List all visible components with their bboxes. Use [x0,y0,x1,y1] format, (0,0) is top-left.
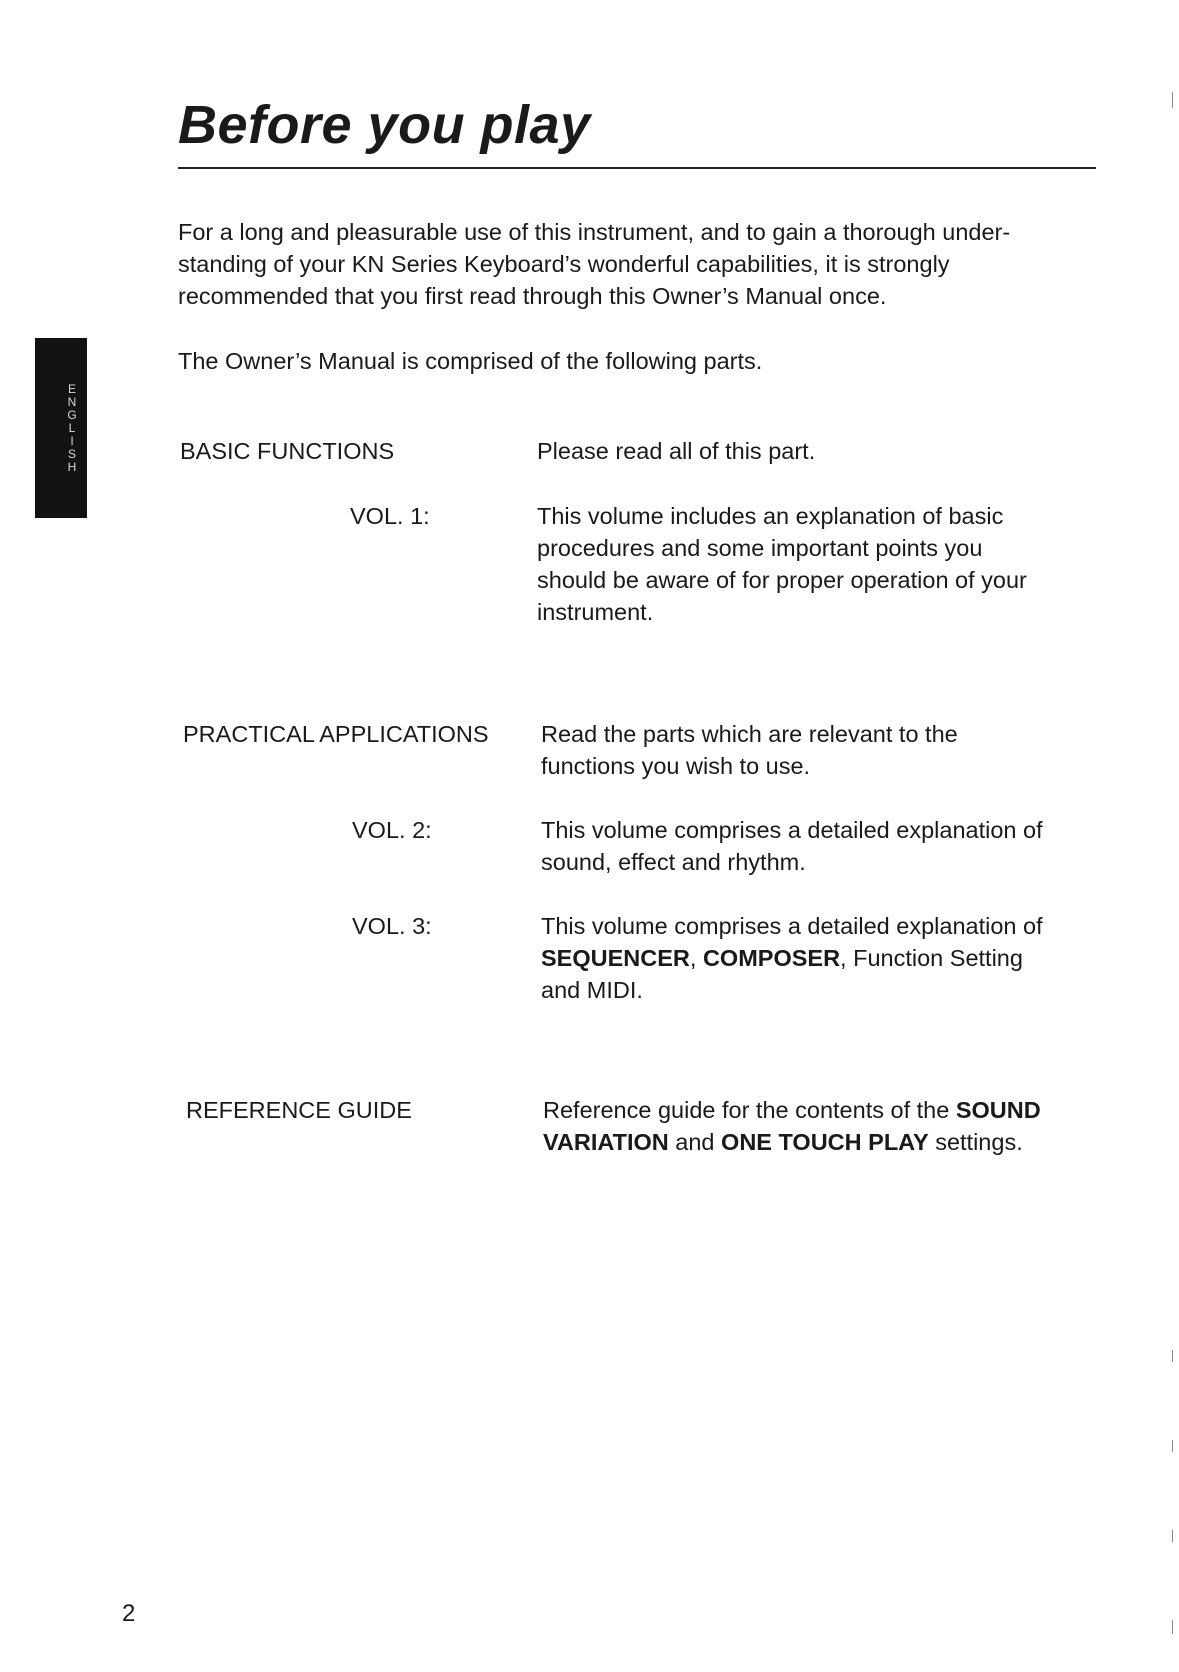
language-tab [35,338,87,518]
tab-letter: G [67,407,77,422]
reference-guide-desc [543,1094,1123,1158]
one-touch-play-term: ONE TOUCH PLAY [721,1129,929,1155]
vol1-label: VOL. 1: [350,503,430,529]
scan-mark [1172,1440,1173,1452]
vol1-line: This volume includes an explanation of basic [537,503,1004,529]
page-number: 2 [122,1600,136,1627]
reference-line [543,1126,1123,1158]
vol3-separator: , [689,945,703,971]
tab-letter: E [67,381,76,396]
scan-mark [1172,92,1173,108]
sound-term: SOUND [955,1097,1041,1123]
intro-line: For a long and pleasurable use of this instrument, and to gain a thorough under- [178,219,1011,245]
vol3-text: , Function Setting [840,945,1023,971]
practical-line: Read the parts which are relevant to the [541,721,958,747]
vol2-label: VOL. 2: [352,817,432,843]
vol3-desc [541,910,1101,1006]
tab-letter: H [67,459,77,474]
vol2-desc [541,814,1101,878]
vol3-label: VOL. 3: [352,913,432,939]
parts-intro: The Owner’s Manual is comprised of the following parts. [178,348,763,374]
reference-guide-label: REFERENCE GUIDE [186,1097,412,1123]
basic-functions-desc: Please read all of this part. [537,438,816,464]
vol2-line: This volume comprises a detailed explanation of [541,817,1043,843]
composer-term: COMPOSER [702,945,841,971]
scan-mark [1172,1530,1173,1542]
tab-letter: I [70,433,74,448]
vol3-line: and MIDI. [541,977,643,1003]
vol1-line: should be aware of for proper operation of your [537,567,1027,593]
vol1-desc [537,500,1097,628]
practical-applications-desc [541,718,1101,782]
vol1-line: procedures and some important points you [537,535,983,561]
basic-functions-label: BASIC FUNCTIONS [180,438,395,464]
tab-letter: N [67,394,77,409]
reference-text: and [668,1129,722,1155]
reference-line [543,1094,1123,1126]
variation-term: VARIATION [543,1129,669,1155]
page-title: Before you play [178,95,591,155]
intro-paragraph [178,216,1108,312]
reference-text: settings. [928,1129,1023,1155]
vol2-line: sound, effect and rhythm. [541,849,806,875]
reference-text: Reference guide for the contents of the [543,1097,956,1123]
vol3-line [541,942,1101,974]
intro-line: recommended that you first read through this Owner’s Manual once. [178,283,887,309]
intro-line: standing of your KN Series Keyboard’s wonderful capabilities, it is strongly [178,251,950,277]
scan-mark [1172,1350,1173,1362]
vol1-line: instrument. [537,599,654,625]
scan-mark [1172,1620,1173,1634]
tab-letter: S [67,446,76,461]
title-rule [178,167,1096,169]
practical-line: functions you wish to use. [541,753,811,779]
vol3-line: This volume comprises a detailed explanation of [541,913,1043,939]
tab-letter: L [68,420,76,435]
practical-applications-label: PRACTICAL APPLICATIONS [183,721,489,747]
sequencer-term: SEQUENCER [541,945,690,971]
